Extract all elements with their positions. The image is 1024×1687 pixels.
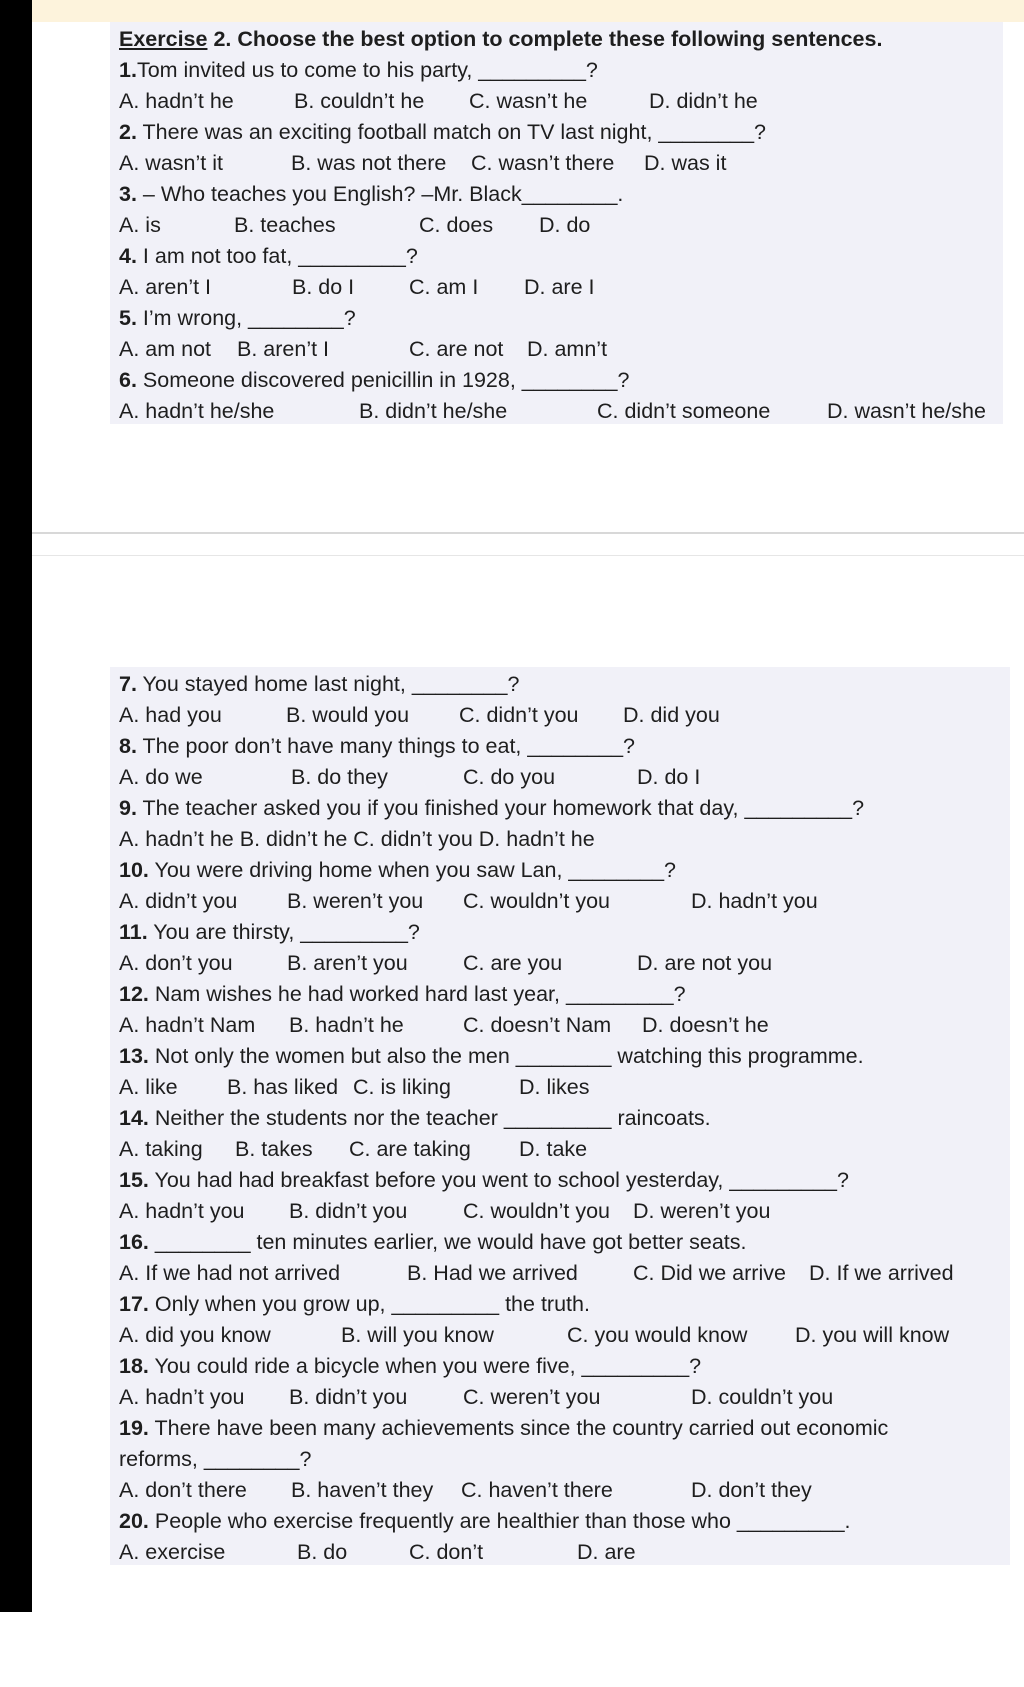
question-number: 13.: [119, 1044, 149, 1068]
options-8: [119, 762, 701, 792]
question-11: [119, 917, 420, 947]
question-20: [119, 1506, 851, 1536]
question-text: There was an exciting football match on TV last night, ________?: [136, 120, 767, 144]
option-b: B. will you know: [341, 1323, 494, 1347]
option-b: B. teaches: [234, 213, 336, 237]
question-text-continued: reforms, ________?: [119, 1447, 312, 1471]
question-text: Tom invited us to come to his party, _________?: [136, 58, 598, 82]
question-text: You are thirsty, _________?: [147, 920, 420, 944]
question-8: [119, 731, 635, 761]
question-text: You were driving home when you saw Lan, ________?: [148, 858, 677, 882]
question-text: I’m wrong, ________?: [136, 306, 356, 330]
option-c: C. don’t: [409, 1540, 484, 1564]
option-d: D. do: [539, 213, 591, 237]
option-c: C. are you: [463, 951, 563, 975]
question-number: 7.: [119, 672, 137, 696]
question-text: I am not too fat, _________?: [136, 244, 418, 268]
question-text: The teacher asked you if you finished your homework that day, _________?: [136, 796, 865, 820]
question-text: Someone discovered penicillin in 1928, ________?: [136, 368, 630, 392]
option-c: C. wasn’t he: [469, 89, 588, 113]
options-14: [119, 1134, 588, 1164]
question-number: 3.: [119, 182, 137, 206]
option-b: B. hadn’t he: [289, 1013, 404, 1037]
option-d: D. you will know: [795, 1323, 950, 1347]
option-d: D. doesn’t he: [642, 1013, 769, 1037]
question-text: Neither the students nor the teacher _________ raincoats.: [148, 1106, 711, 1130]
option-b: B. do I: [292, 275, 355, 299]
question-12: [119, 979, 686, 1009]
question-3: [119, 179, 623, 209]
option-b: B. would you: [286, 703, 410, 727]
option-a: A. don’t there: [119, 1478, 247, 1502]
question-4: [119, 241, 418, 271]
option-c: C. wouldn’t you: [463, 1199, 610, 1223]
question-6: [119, 365, 629, 395]
option-d: D. are I: [524, 275, 595, 299]
option-b: B. didn’t you: [289, 1199, 408, 1223]
exercise-title: [119, 24, 882, 54]
question-17: [119, 1289, 590, 1319]
question-text: People who exercise frequently are healthier than those who _________.: [148, 1509, 851, 1533]
option-a: A. had you: [119, 703, 222, 727]
option-d: D. amn’t: [527, 337, 608, 361]
options-4: [119, 272, 595, 302]
option-a: A. hadn’t you: [119, 1199, 245, 1223]
option-c: C. didn’t someone: [597, 399, 771, 423]
options-7: [119, 700, 720, 730]
option-a: A. did you know: [119, 1323, 271, 1347]
top-strip: [32, 0, 1024, 22]
question-number: 8.: [119, 734, 137, 758]
option-c: C. is liking: [353, 1075, 451, 1099]
option-d: D. didn’t he: [649, 89, 758, 113]
option-a: A. aren’t I: [119, 275, 212, 299]
question-15: [119, 1165, 849, 1195]
option-c: C. haven’t there: [461, 1478, 613, 1502]
question-number: 12.: [119, 982, 149, 1006]
option-d: D. take: [519, 1137, 588, 1161]
option-b: B. didn’t he/she: [359, 399, 508, 423]
question-number: 6.: [119, 368, 137, 392]
option-a: A. exercise: [119, 1540, 226, 1564]
question-text: The poor don’t have many things to eat, ________?: [136, 734, 635, 758]
page-divider-shadow: [32, 555, 1024, 556]
option-c: C. are taking: [349, 1137, 471, 1161]
option-d: D. wasn’t he/she: [827, 399, 986, 423]
option-c: C. do you: [463, 765, 556, 789]
exercise-label: Exercise: [119, 27, 208, 51]
option-b: B. do: [297, 1540, 348, 1564]
option-b: B. takes: [235, 1137, 313, 1161]
question-number: 4.: [119, 244, 137, 268]
question-16: [119, 1227, 747, 1257]
option-c: C. Did we arrive: [633, 1261, 786, 1285]
option-c: C. am I: [409, 275, 479, 299]
page-divider: [32, 532, 1024, 534]
question-number: 19.: [119, 1416, 149, 1440]
options-18: [119, 1382, 834, 1412]
option-b: B. has liked: [227, 1075, 339, 1099]
option-c: C. didn’t you: [459, 703, 579, 727]
options-17: [119, 1320, 950, 1350]
option-b: B. couldn’t he: [294, 89, 425, 113]
option-a: A. didn’t you: [119, 889, 238, 913]
options-10: [119, 886, 818, 916]
option-c: C. doesn’t Nam: [463, 1013, 612, 1037]
option-c: C. you would know: [567, 1323, 748, 1347]
option-d: D. do I: [637, 765, 701, 789]
option-a: A. hadn’t Nam: [119, 1013, 256, 1037]
question-number: 15.: [119, 1168, 149, 1192]
option-b: B. weren’t you: [287, 889, 424, 913]
question-number: 17.: [119, 1292, 149, 1316]
question-10: [119, 855, 676, 885]
options-20: [119, 1537, 636, 1567]
option-a: A. hadn’t you: [119, 1385, 245, 1409]
question-19: [119, 1413, 888, 1443]
option-all: A. hadn’t he B. didn’t he C. didn’t you D. hadn’t he: [119, 827, 595, 851]
question-number: 20.: [119, 1509, 149, 1533]
option-d: D. hadn’t you: [691, 889, 818, 913]
option-d: D. likes: [519, 1075, 590, 1099]
question-5: [119, 303, 356, 333]
option-b: B. aren’t I: [237, 337, 330, 361]
question-number: 16.: [119, 1230, 149, 1254]
question-number: 5.: [119, 306, 137, 330]
left-black-bar: [0, 0, 32, 1612]
question-2: [119, 117, 766, 147]
question-9: [119, 793, 864, 823]
option-c: C. are not: [409, 337, 504, 361]
option-c: C. wasn’t there: [471, 151, 615, 175]
question-text: Only when you grow up, _________ the truth.: [148, 1292, 590, 1316]
option-a: A. do we: [119, 765, 203, 789]
option-c: C. weren’t you: [463, 1385, 601, 1409]
options-16: [119, 1258, 954, 1288]
option-a: A. like: [119, 1075, 178, 1099]
question-14: [119, 1103, 711, 1133]
question-number: 1.: [119, 58, 137, 82]
option-d: D. was it: [644, 151, 727, 175]
option-b: B. was not there: [291, 151, 447, 175]
question-number: 9.: [119, 796, 137, 820]
option-d: D. don’t they: [691, 1478, 812, 1502]
option-a: A. is: [119, 213, 161, 237]
question-number: 14.: [119, 1106, 149, 1130]
question-19-continued: [119, 1444, 311, 1474]
question-text: Nam wishes he had worked hard last year, _________?: [148, 982, 686, 1006]
options-3: [119, 210, 591, 240]
option-a: A. hadn’t he/she: [119, 399, 275, 423]
question-text: You stayed home last night, ________?: [136, 672, 520, 696]
question-number: 11.: [119, 920, 148, 944]
option-d: D. If we arrived: [809, 1261, 954, 1285]
question-number: 10.: [119, 858, 149, 882]
options-15: [119, 1196, 771, 1226]
question-number: 18.: [119, 1354, 149, 1378]
option-b: B. aren’t you: [287, 951, 408, 975]
options-2: [119, 148, 727, 178]
option-d: D. weren’t you: [633, 1199, 771, 1223]
option-b: B. do they: [291, 765, 388, 789]
question-text: – Who teaches you English? –Mr. Black________.: [136, 182, 624, 206]
option-b: B. Had we arrived: [407, 1261, 578, 1285]
option-b: B. haven’t they: [291, 1478, 434, 1502]
options-1: [119, 86, 758, 116]
question-text: ________ ten minutes earlier, we would have got better seats.: [148, 1230, 747, 1254]
options-5: [119, 334, 608, 364]
question-13: [119, 1041, 864, 1071]
question-number: 2.: [119, 120, 137, 144]
question-text: There have been many achievements since the country carried out economic: [148, 1416, 889, 1440]
option-a: A. hadn’t he: [119, 89, 234, 113]
options-6: [119, 396, 986, 426]
option-d: D. are not you: [637, 951, 773, 975]
option-a: A. If we had not arrived: [119, 1261, 341, 1285]
question-text: You had had breakfast before you went to school yesterday, _________?: [148, 1168, 849, 1192]
question-text: Not only the women but also the men ________ watching this programme.: [148, 1044, 864, 1068]
question-1: [119, 55, 598, 85]
question-18: [119, 1351, 701, 1381]
exercise-title-text: 2. Choose the best option to complete these following sentences.: [207, 27, 883, 51]
option-b: B. didn’t you: [289, 1385, 408, 1409]
option-a: A. am not: [119, 337, 212, 361]
options-11: [119, 948, 773, 978]
option-d: D. are: [577, 1540, 636, 1564]
options-19: [119, 1475, 812, 1505]
option-d: D. did you: [623, 703, 720, 727]
options-13: [119, 1072, 590, 1102]
options-9: [119, 824, 595, 854]
question-7: [119, 669, 519, 699]
option-c: C. does: [419, 213, 494, 237]
option-a: A. don’t you: [119, 951, 233, 975]
option-d: D. couldn’t you: [691, 1385, 834, 1409]
option-a: A. wasn’t it: [119, 151, 223, 175]
question-text: You could ride a bicycle when you were five, _________?: [148, 1354, 702, 1378]
option-c: C. wouldn’t you: [463, 889, 610, 913]
options-12: [119, 1010, 769, 1040]
option-a: A. taking: [119, 1137, 203, 1161]
